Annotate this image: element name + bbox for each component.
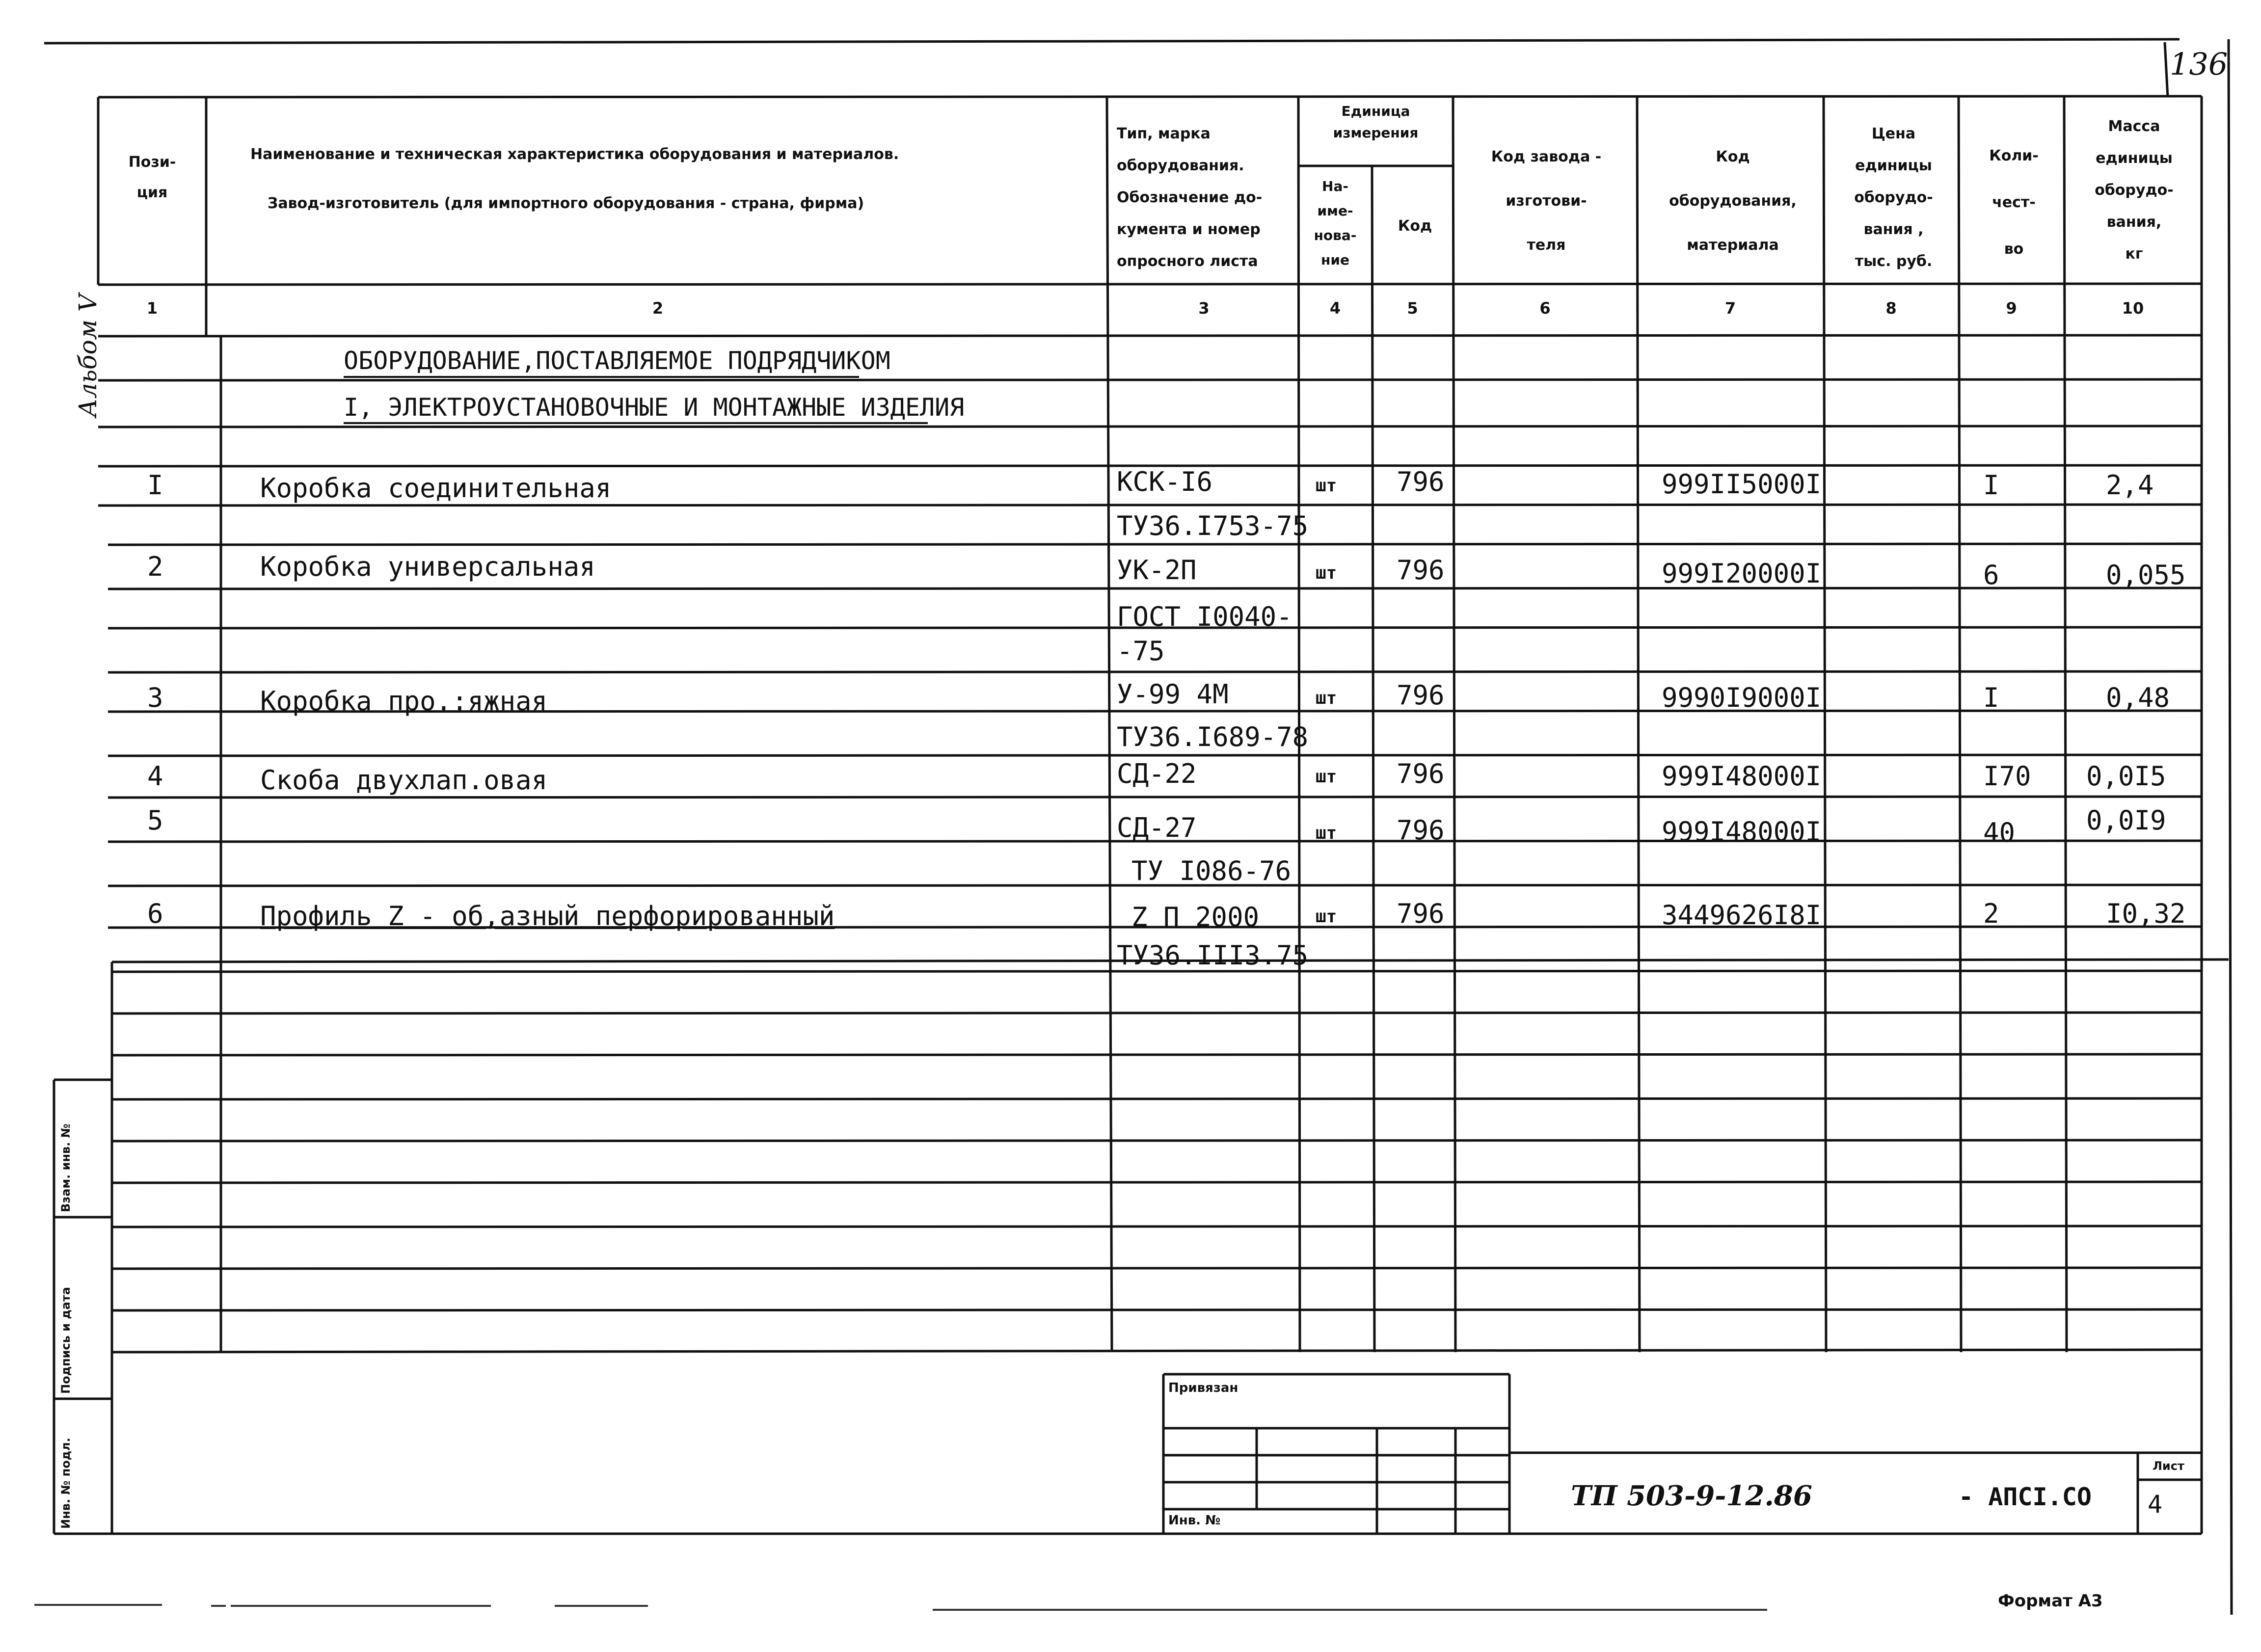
- row-6-type-doc: ТУ36.III3.75: [1117, 940, 1309, 971]
- row-5-equipment-code: 999I48000I: [1662, 816, 1822, 847]
- header-type: Тип, марка оборудования. Обозначение до- кумента и номер опросного листа: [1117, 125, 1263, 270]
- page-number: 136: [2170, 46, 2228, 82]
- stamp-replace-inv: Взам. инв. №: [59, 1123, 73, 1212]
- row-1-equipment-code: 999II5000I: [1662, 469, 1822, 500]
- row-3-type: У-99 4М: [1117, 679, 1229, 710]
- header-position: Пози- ция: [128, 154, 176, 201]
- col-number: 6: [1539, 299, 1551, 318]
- row-5-quantity: 40: [1983, 817, 2016, 848]
- row-6-mass: I0,32: [2106, 898, 2186, 929]
- section-title: ОБОРУДОВАНИЕ,ПОСТАВЛЯЕМОЕ ПОДРЯДЧИКОМ: [344, 346, 890, 375]
- row-2-unit: шт: [1316, 563, 1337, 583]
- row-1-type-doc: ТУ36.I753-75: [1117, 510, 1309, 541]
- sheet-number: 4: [2148, 1490, 2163, 1519]
- row-3-mass: 0,48: [2106, 682, 2170, 713]
- row-1-name: Коробка соединительная: [260, 473, 612, 504]
- col-number: 4: [1329, 299, 1341, 318]
- row-3-position: 3: [147, 682, 163, 713]
- header-quantity: Коли- чест- во: [1989, 147, 2039, 258]
- row-4-equipment-code: 999I48000I: [1662, 761, 1822, 792]
- row-4-position: 4: [147, 761, 163, 792]
- col-number: 7: [1724, 299, 1736, 318]
- row-1-type: КСК-I6: [1117, 466, 1213, 497]
- header-name-line1: Наименование и техническая характеристика оборудования и материалов.: [250, 146, 899, 163]
- stamp-original-inv: Инв. № подл.: [59, 1438, 73, 1529]
- row-6-equipment-code: З449626I8I: [1662, 900, 1822, 931]
- col-number: 3: [1198, 299, 1210, 318]
- row-3-name: Коробка про.:яжная: [260, 686, 548, 717]
- row-3-unit: шт: [1316, 688, 1337, 708]
- row-2-name: Коробка универсальная: [260, 551, 595, 582]
- row-2-type: УК-2П: [1117, 555, 1197, 586]
- row-5-unit-code: 796: [1397, 815, 1445, 846]
- col-number: 9: [2006, 299, 2017, 318]
- album-label: Альбом V: [74, 293, 102, 417]
- row-2-quantity: 6: [1983, 560, 1999, 590]
- row-5-type: СД-27: [1117, 812, 1197, 843]
- header-name-line2: Завод-изготовитель (для импортного оборудования - страна, фирма): [268, 195, 864, 212]
- col-number: 10: [2122, 299, 2144, 318]
- row-4-name: Скоба двухлап.овая: [260, 765, 548, 796]
- row-6-quantity: 2: [1983, 898, 1999, 929]
- row-4-unit-code: 796: [1397, 758, 1445, 789]
- row-6-position: 6: [147, 898, 163, 929]
- document-suffix: - АПСI.СО: [1959, 1483, 2092, 1511]
- row-1-unit-code: 796: [1397, 466, 1445, 497]
- header-factory-code: Код завода - изготови- теля: [1491, 148, 1602, 254]
- row-2-position: 2: [147, 551, 163, 582]
- row-2-mass: 0,055: [2106, 560, 2186, 590]
- document-code: ТП 503-9-12.86: [1571, 1480, 1812, 1512]
- row-3-unit-code: 796: [1397, 680, 1445, 711]
- row-1-position: I: [147, 470, 163, 501]
- row-5-position: 5: [147, 805, 163, 836]
- row-6-type: Z П 2000: [1131, 902, 1260, 933]
- format-label: Формат А3: [1998, 1591, 2103, 1611]
- row-5-type-doc: ТУ I086-76: [1131, 855, 1292, 886]
- row-3-equipment-code: 9990I9000I: [1662, 682, 1822, 713]
- header-price: Цена единицы оборудо- вания , тыс. руб.: [1854, 125, 1933, 270]
- sheet-label: Лист: [2153, 1459, 2184, 1473]
- header-unit-name: На- име- нова- ние: [1314, 178, 1357, 268]
- row-4-unit: шт: [1316, 767, 1337, 787]
- header-mass: Масса единицы оборудо- вания, кг: [2095, 118, 2174, 263]
- row-5-mass: 0,0I9: [2086, 805, 2166, 836]
- col-number: 8: [1885, 299, 1897, 318]
- row-6-name: Профиль Z - об,азный перфорированный: [260, 901, 835, 932]
- row-1-quantity: I: [1983, 470, 1999, 501]
- row-2-type-doc: ГОСТ I0040-: [1117, 601, 1292, 632]
- row-6-unit: шт: [1316, 906, 1337, 927]
- stamp-privyazan: Привязан: [1168, 1381, 1238, 1395]
- row-2-equipment-code: 999I20000I: [1662, 558, 1822, 589]
- stamp-inv-number: Инв. №: [1168, 1513, 1221, 1528]
- row-1-mass: 2,4: [2106, 470, 2154, 501]
- header-unit-group: Единица измерения: [1333, 103, 1419, 141]
- header-equipment-code: Код оборудования, материала: [1669, 148, 1797, 254]
- row-4-quantity: I70: [1983, 761, 2031, 792]
- col-number: 2: [652, 299, 664, 318]
- header-unit-code: Код: [1398, 217, 1432, 235]
- subsection-title: I, ЭЛЕКТРОУСТАНОВОЧНЫЕ И МОНТАЖНЫЕ ИЗДЕЛИЯ: [344, 393, 965, 422]
- col-number: 1: [146, 299, 158, 318]
- row-4-mass: 0,0I5: [2086, 761, 2166, 792]
- row-2-type-doc-cont: -75: [1117, 636, 1165, 666]
- col-number: 5: [1407, 299, 1418, 318]
- stamp-signature-date: Подпись и дата: [59, 1287, 73, 1394]
- row-4-type: СД-22: [1117, 758, 1197, 789]
- row-2-unit-code: 796: [1397, 555, 1445, 586]
- row-1-unit: шт: [1316, 476, 1337, 496]
- row-6-unit-code: 796: [1397, 898, 1445, 929]
- row-3-quantity: I: [1983, 682, 1999, 713]
- row-5-unit: шт: [1316, 823, 1337, 843]
- row-3-type-doc: ТУ36.I689-78: [1117, 721, 1309, 752]
